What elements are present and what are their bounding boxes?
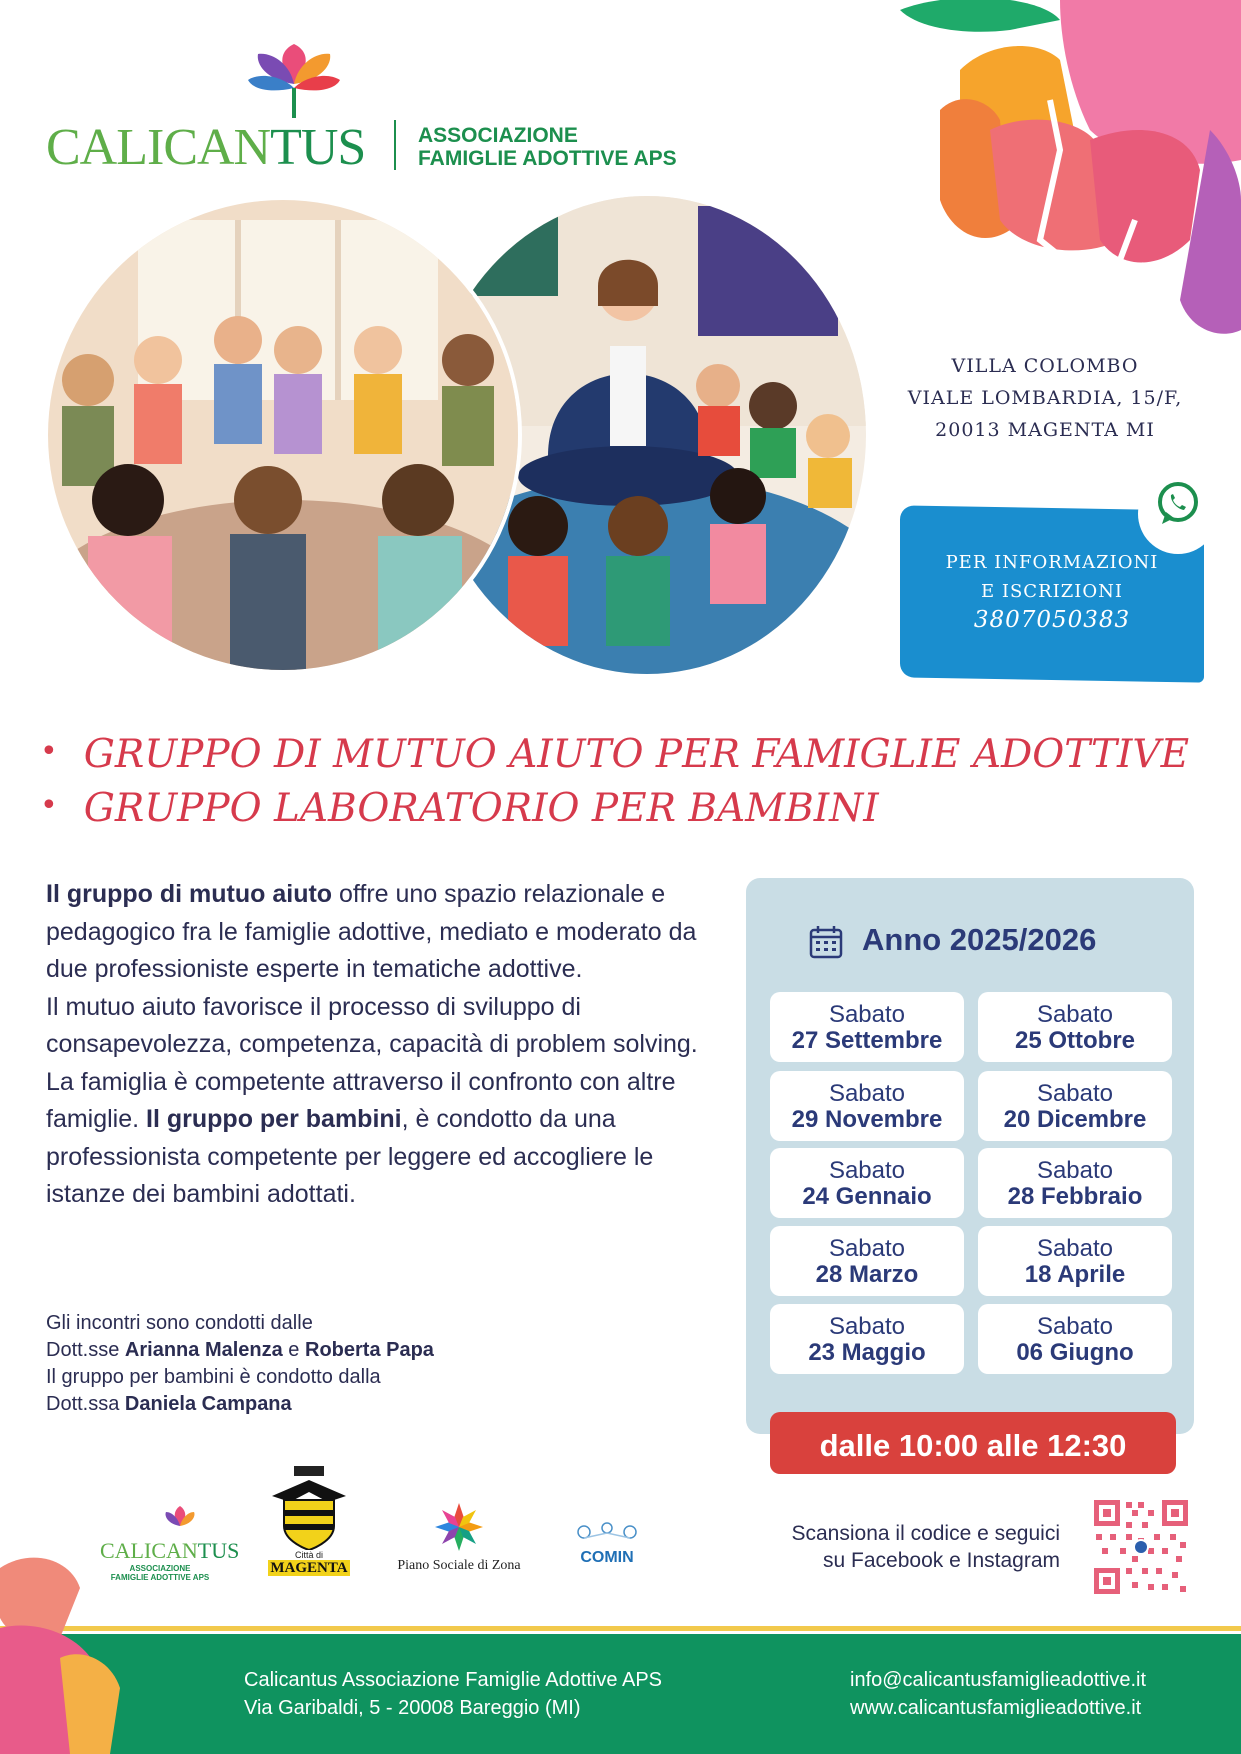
brand-wordmark: CALICANTUS [46,119,366,176]
venue-line3: 20013 MAGENTA MI [935,419,1155,441]
date-card: Sabato 06 Giugno [978,1304,1172,1374]
description-part-3: , è condotto da una professionista competente per leggere ed accogliere le istanze dei bambini adottati. [46,1105,654,1208]
credits-line2: Dott.sse Arianna Malenza e Roberta Papa [46,1339,434,1361]
info-line1: PER INFORMAZIONI [945,552,1159,573]
social-line1: Scansiona il codice e seguici [791,1522,1060,1545]
brand-flower-logo [246,44,342,118]
brand-divider [394,120,396,170]
whatsapp-icon [1154,480,1202,528]
date-card: Sabato 28 Febbraio [978,1148,1172,1218]
date-card: Sabato 25 Ottobre [978,992,1172,1062]
decorative-petals [0,1548,120,1754]
date-card: Sabato 24 Gennaio [770,1148,964,1218]
date-card: Sabato 18 Aprile [978,1226,1172,1296]
date-card: Sabato 29 Novembre [770,1071,964,1141]
facilitator-name: Arianna Malenza [124,1339,283,1361]
families-circle-illustration [44,196,522,674]
footer-org-name: Calicantus Associazione Famiglie Adottive APS [244,1669,662,1691]
headline-kids-lab: • GRUPPO LABORATORIO PER BAMBINI [40,786,879,831]
calendar-icon [808,924,844,960]
brand-subtitle-line1: ASSOCIAZIONE [418,124,578,147]
credits-line3: Il gruppo per bambini è condotto dalla [46,1366,381,1388]
partner-logo-comin [570,1520,644,1574]
venue-address [880,350,1210,446]
footer-address: Via Garibaldi, 5 - 20008 Bareggio (MI) [244,1697,581,1719]
date-card: Sabato 28 Marzo [770,1226,964,1296]
decorative-petals [890,0,1241,340]
partner-logo-piano-sociale: Piano Sociale di Zona [392,1500,526,1578]
brand-subtitle-line2: FAMIGLIE ADOTTIVE APS [418,147,677,170]
description-text [46,876,706,1214]
venue-line2: VIALE LOMBARDIA, 15/F, [907,387,1183,409]
social-prompt [740,1520,1060,1574]
footer-contacts [850,1666,1146,1722]
calendar-title: Anno 2025/2026 [862,922,1097,957]
social-line2: su Facebook e Instagram [823,1549,1060,1572]
qr-code-icon[interactable] [1092,1498,1190,1596]
description-bold-2: Il gruppo per bambini [146,1105,402,1133]
facilitator-name: Roberta Papa [305,1339,434,1361]
footer-website-link[interactable]: www.calicantusfamiglieadottive.it [850,1697,1142,1719]
time-banner: dalle 10:00 alle 12:30 [770,1412,1176,1474]
description-part-2: Il mutuo aiuto favorisce il processo di sviluppo di consapevolezza, competenza, capacità di problem solving. La famiglia è competente attraverso il confronto con altre famiglie. [46,992,698,1133]
info-phone[interactable]: 3807050383 [973,607,1131,633]
bullet-dot: • [40,734,58,769]
headline-mutual-aid: • GRUPPO DI MUTUO AIUTO PER FAMIGLIE ADOTTIVE [40,732,1190,777]
description-bold-1: Il gruppo di mutuo aiuto [46,880,333,908]
bullet-dot: • [40,788,58,823]
date-card: Sabato 20 Dicembre [978,1071,1172,1141]
footer-org-info [244,1666,662,1722]
partner-logo-calicantus: CALICANTUS ASSOCIAZIONE FAMIGLIE ADOTTIVE APS [100,1506,220,1576]
credits-line4: Dott.ssa Daniela Campana [46,1393,292,1415]
venue-line1: VILLA COLOMBO [951,355,1139,377]
comin-text: COMIN [580,1549,634,1566]
description-rest-1: offre uno spazio relazionale e pedagogico fra le famiglie adottive, mediato e moderato da due professioniste esperte in tematiche adottive. [46,880,697,983]
date-card: Sabato 27 Settembre [770,992,964,1062]
footer-accent-line [0,1626,1241,1631]
partner-logo-magenta: Città di MAGENTA [268,1466,350,1578]
brand-subtitle [418,124,677,170]
credits-line1: Gli incontri sono condotti dalle [46,1312,313,1334]
credits [46,1310,606,1418]
info-text [900,548,1204,635]
footer-email-link[interactable]: info@calicantusfamiglieadottive.it [850,1669,1147,1691]
facilitator-name: Daniela Campana [124,1393,292,1415]
date-card: Sabato 23 Maggio [770,1304,964,1374]
info-line2: E ISCRIZIONI [981,581,1123,602]
